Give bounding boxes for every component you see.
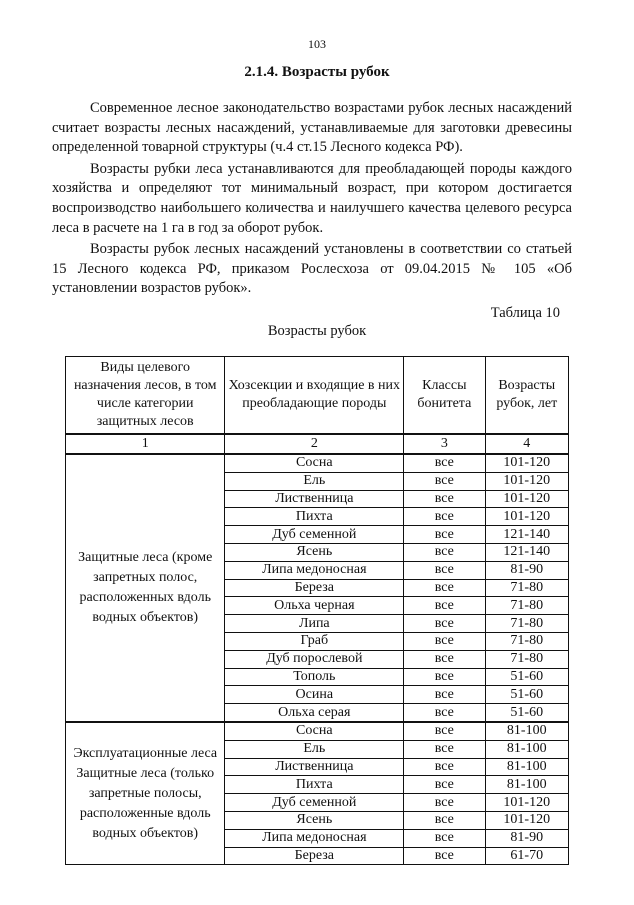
age-cell: 81-100 [485, 722, 569, 740]
age-cell: 71-80 [485, 632, 569, 650]
bonitet-cell: все [404, 526, 485, 544]
bonitet-cell: все [404, 686, 485, 704]
age-cell: 71-80 [485, 579, 569, 597]
bonitet-cell: все [404, 847, 485, 865]
age-cell: 51-60 [485, 704, 569, 722]
age-cell: 101-120 [485, 508, 569, 526]
bonitet-cell: все [404, 704, 485, 722]
body-text [52, 99, 572, 301]
age-cell: 71-80 [485, 650, 569, 668]
bonitet-cell: все [404, 829, 485, 847]
species-cell: Лиственница [225, 758, 404, 776]
bonitet-cell: все [404, 508, 485, 526]
forest-category-cell: Защитные леса (кроме запретных полос, расположенных вдоль водных объектов) [66, 454, 225, 722]
species-cell: Тополь [225, 668, 404, 686]
age-cell: 101-120 [485, 794, 569, 812]
age-cell: 101-120 [485, 472, 569, 490]
age-cell: 81-100 [485, 776, 569, 794]
bonitet-cell: все [404, 579, 485, 597]
species-cell: Ольха черная [225, 597, 404, 615]
section-title: 2.1.4. Возрасты рубок [244, 64, 390, 80]
bonitet-cell: все [404, 490, 485, 508]
species-cell: Ель [225, 472, 404, 490]
column-number: 3 [404, 434, 485, 454]
species-cell: Лиственница [225, 490, 404, 508]
age-cell: 81-100 [485, 758, 569, 776]
cutting-ages-table [65, 356, 569, 865]
forest-category-cell: Эксплуатационные леса Защитные леса (только запретные полосы, расположенные вдоль водных объектов) [66, 722, 225, 865]
age-cell: 121-140 [485, 543, 569, 561]
column-number: 4 [485, 434, 569, 454]
species-cell: Липа медоносная [225, 829, 404, 847]
table-title: Возрасты рубок [267, 323, 367, 339]
bonitet-cell: все [404, 740, 485, 758]
species-cell: Береза [225, 579, 404, 597]
table-body [66, 454, 569, 865]
age-cell: 61-70 [485, 847, 569, 865]
bonitet-cell: все [404, 758, 485, 776]
bonitet-cell: все [404, 794, 485, 812]
page-number: 103 [308, 37, 326, 51]
bonitet-cell: все [404, 454, 485, 472]
bonitet-cell: все [404, 472, 485, 490]
age-cell: 51-60 [485, 668, 569, 686]
species-cell: Сосна [225, 722, 404, 740]
species-cell: Ясень [225, 811, 404, 829]
species-cell: Дуб семенной [225, 794, 404, 812]
paragraph: Современное лесное законодательство возрастами рубок лесных насаждений считает возрасты лесных насаждений, устанавливаемые для заготовки древесины определенной товарной структуры (ч.4 ст.15 Лесного кодекса РФ). [52, 100, 572, 156]
species-cell: Пихта [225, 508, 404, 526]
bonitet-cell: все [404, 668, 485, 686]
age-cell: 81-90 [485, 829, 569, 847]
header-bonitet-class: Классы бонитета [404, 357, 485, 435]
bonitet-cell: все [404, 811, 485, 829]
species-cell: Дуб семенной [225, 526, 404, 544]
age-cell: 101-120 [485, 490, 569, 508]
age-cell: 101-120 [485, 811, 569, 829]
species-cell: Ольха серая [225, 704, 404, 722]
species-cell: Сосна [225, 454, 404, 472]
bonitet-cell: все [404, 722, 485, 740]
species-cell: Пихта [225, 776, 404, 794]
species-cell: Ель [225, 740, 404, 758]
species-cell: Дуб порослевой [225, 650, 404, 668]
paragraph: Возрасты рубок лесных насаждений установлены в соответствии со статьей 15 Лесного кодекса РФ, приказом Рослесхоза от 09.04.2015 № 105 «Об установлении возрастов рубок». [52, 241, 572, 297]
table-header-row [66, 357, 569, 435]
column-number-row [66, 434, 569, 454]
bonitet-cell: все [404, 597, 485, 615]
species-cell: Граб [225, 632, 404, 650]
species-cell: Ясень [225, 543, 404, 561]
species-cell: Липа медоносная [225, 561, 404, 579]
age-cell: 71-80 [485, 597, 569, 615]
bonitet-cell: все [404, 615, 485, 633]
header-species: Хозсекции и входящие в них преобладающие породы [225, 357, 404, 435]
bonitet-cell: все [404, 632, 485, 650]
species-cell: Липа [225, 615, 404, 633]
table-row [66, 454, 569, 472]
age-cell: 121-140 [485, 526, 569, 544]
species-cell: Береза [225, 847, 404, 865]
paragraph: Возрасты рубки леса устанавливаются для преобладающей породы каждого хозяйства и определяют тот минимальный возраст, при котором достигается воспроизводство наибольшего количества и наилучшего качества целевого ресурса леса в расчете на 1 га в год за оборот рубок. [52, 160, 572, 236]
table-label: Таблица 10 [490, 305, 560, 321]
bonitet-cell: все [404, 543, 485, 561]
age-cell: 81-100 [485, 740, 569, 758]
age-cell: 51-60 [485, 686, 569, 704]
header-cutting-age: Возрасты рубок, лет [485, 357, 569, 435]
age-cell: 81-90 [485, 561, 569, 579]
bonitet-cell: все [404, 776, 485, 794]
species-cell: Осина [225, 686, 404, 704]
table-row [66, 722, 569, 740]
age-cell: 71-80 [485, 615, 569, 633]
age-cell: 101-120 [485, 454, 569, 472]
column-number: 2 [225, 434, 404, 454]
header-forest-purpose: Виды целевого назначения лесов, в том числе категории защитных лесов [66, 357, 225, 435]
column-number: 1 [66, 434, 225, 454]
bonitet-cell: все [404, 650, 485, 668]
bonitet-cell: все [404, 561, 485, 579]
